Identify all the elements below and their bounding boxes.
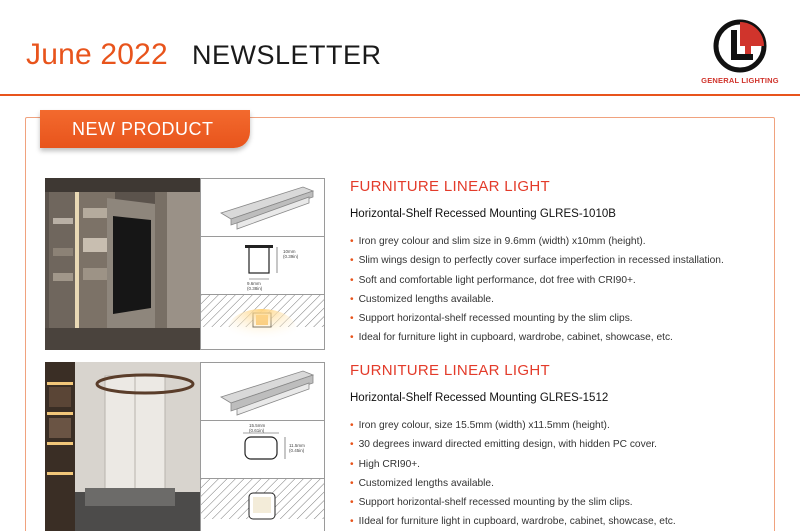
width-dimension: 15.5mm bbox=[249, 423, 266, 428]
bullet-icon: • bbox=[350, 274, 354, 286]
height-dimension-in: (0.39in) bbox=[283, 254, 299, 259]
logo-wordmark: GENERAL LIGHTING bbox=[701, 76, 779, 85]
bullet-icon: • bbox=[350, 497, 354, 509]
feature-item: • Slim wings design to perfectly cover surface imperfection in recessed installation. bbox=[350, 255, 724, 267]
product-subtitle: Horizontal-Shelf Recessed Mounting GLRES-1010B bbox=[350, 208, 616, 220]
bullet-icon: • bbox=[350, 420, 354, 431]
profile-render bbox=[201, 179, 324, 237]
product-photo bbox=[45, 362, 200, 531]
feature-item: • High CRI90+. bbox=[350, 458, 421, 470]
newsletter-header bbox=[0, 0, 800, 95]
product-photo bbox=[45, 178, 200, 350]
general-lighting-logo-icon bbox=[711, 18, 769, 74]
header-divider bbox=[0, 94, 800, 96]
bullet-icon: • bbox=[350, 332, 354, 344]
feature-item: • Support horizontal-shelf recessed mounting by the slim clips. bbox=[350, 313, 633, 325]
dimension-drawing bbox=[201, 421, 324, 479]
feature-item: • Ideal for furniture light in cupboard, wardrobe, cabinet, showcase, etc. bbox=[350, 332, 673, 344]
height-dimension-in: (0.45in) bbox=[289, 448, 305, 453]
product-diagrams bbox=[200, 362, 325, 531]
company-logo bbox=[700, 18, 780, 88]
bullet-icon: • bbox=[350, 516, 354, 528]
feature-item: • Soft and comfortable light performance, dot free with CRI90+. bbox=[350, 274, 636, 286]
feature-item: • 30 degrees inward directed emitting design, with hidden PC cover. bbox=[350, 439, 658, 451]
dimension-drawing bbox=[201, 237, 324, 295]
issue-month: June 2022 bbox=[26, 38, 168, 71]
height-dimension: 11.5mm bbox=[289, 443, 305, 448]
width-dimension-in: (0.61in) bbox=[249, 428, 265, 433]
product-title: FURNITURE LINEAR LIGHT bbox=[350, 362, 550, 379]
bullet-icon: • bbox=[350, 313, 354, 325]
section-tab-label: NEW PRODUCT bbox=[72, 119, 214, 139]
feature-item: • Iron grey colour, size 15.5mm (width) x11.5mm (height). bbox=[350, 420, 610, 431]
bullet-icon: • bbox=[350, 255, 354, 267]
installation-drawing bbox=[201, 295, 324, 351]
bullet-icon: • bbox=[350, 458, 354, 470]
feature-item: • Iron grey colour and slim size in 9.6mm (width) x10mm (height). bbox=[350, 236, 646, 247]
height-dimension: 10mm bbox=[283, 249, 296, 254]
product-title: FURNITURE LINEAR LIGHT bbox=[350, 178, 550, 195]
feature-item: • Customized lengths available. bbox=[350, 293, 494, 305]
bullet-icon: • bbox=[350, 236, 354, 247]
feature-list bbox=[350, 416, 676, 531]
installation-drawing bbox=[201, 479, 324, 531]
feature-item: • Customized lengths available. bbox=[350, 477, 494, 489]
section-tab bbox=[40, 110, 250, 148]
newsletter-title: NEWSLETTER bbox=[192, 40, 382, 70]
feature-item: • Support horizontal-shelf recessed mounting by the slim clips. bbox=[350, 497, 633, 509]
bullet-icon: • bbox=[350, 477, 354, 489]
bullet-icon: • bbox=[350, 439, 354, 451]
width-dimension-in: (0.38in) bbox=[247, 286, 263, 291]
bullet-icon: • bbox=[350, 293, 354, 305]
product-subtitle: Horizontal-Shelf Recessed Mounting GLRES-1512 bbox=[350, 392, 609, 404]
feature-item: • IIdeal for furniture light in cupboard, wardrobe, cabinet, showcase, etc. bbox=[350, 516, 676, 528]
width-dimension: 9.6mm bbox=[247, 281, 261, 286]
product-diagrams bbox=[200, 178, 325, 350]
feature-list bbox=[350, 232, 724, 348]
profile-render bbox=[201, 363, 324, 421]
